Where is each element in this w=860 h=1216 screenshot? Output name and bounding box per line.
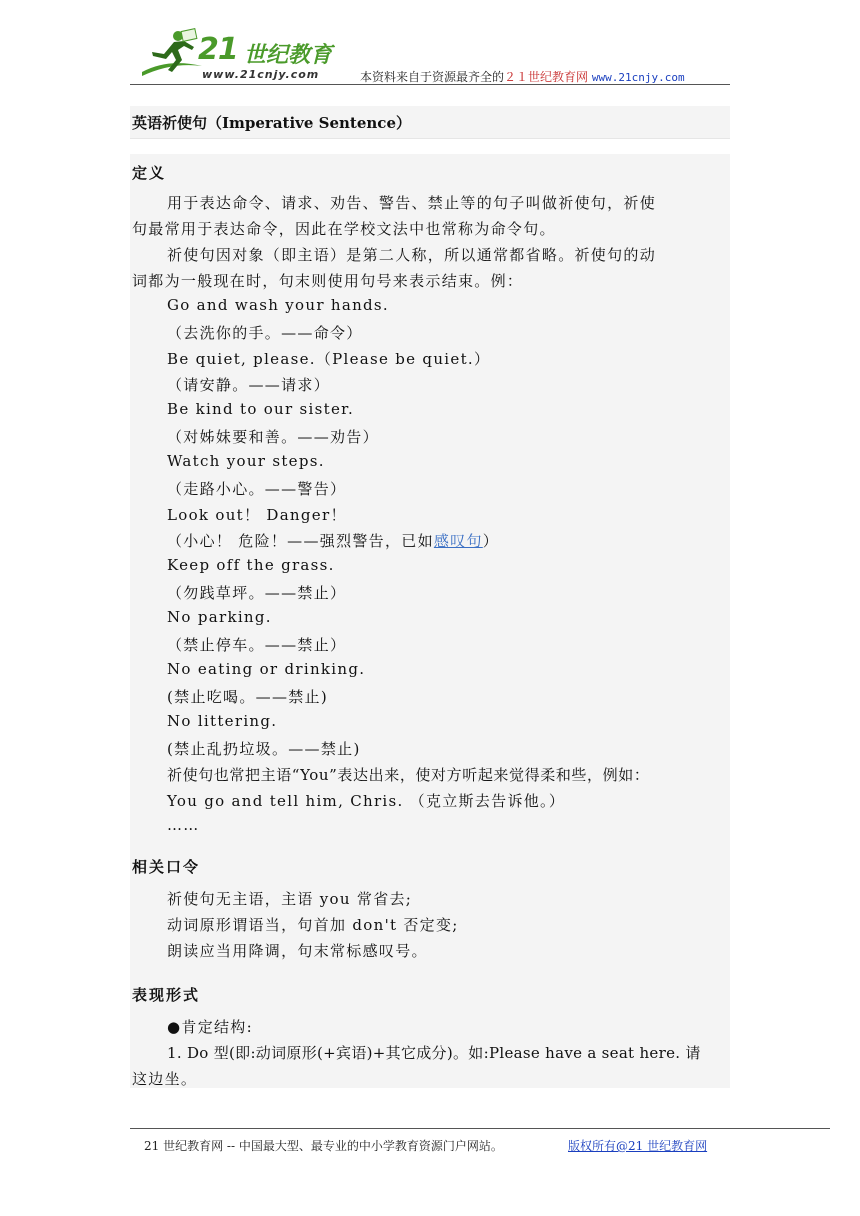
example-translation: (禁止乱扔垃圾。——禁止) [167, 740, 361, 758]
header-note-site-name: ２１世纪教育网 [504, 70, 589, 84]
page-header [130, 22, 730, 86]
mnemonic-line: 动词原形谓语当，句首加 don't 否定变; [167, 916, 459, 934]
example-sentence: No eating or drinking. [167, 660, 366, 678]
example-sentence: You go and tell him, Chris. （克立斯去告诉他。） [167, 792, 566, 810]
example-translation: （走路小心。——警告） [167, 480, 347, 498]
paragraph-line: 句最常用于表达命令，因此在学校文法中也常称为命令句。 [132, 220, 556, 238]
section-heading-definition: 定义 [132, 164, 167, 182]
paragraph-line: 词都为一般现在时，句末则使用句号来表示结束。例： [132, 272, 524, 290]
paragraph-line: 祈使句也常把主语“You”表达出来，使对方听起来觉得柔和些，例如： [167, 766, 650, 784]
header-note-prefix: 本资料来自于资源最齐全的 [360, 70, 505, 84]
example-translation: （禁止停车。——禁止） [167, 636, 347, 654]
example-sentence: Be quiet, please.（Please be quiet.） [167, 350, 491, 368]
example-sentence: Keep off the grass. [167, 556, 335, 574]
forms-line: 1. Do 型(即:动词原形(+宾语)+其它成分)。如:Please have a seat here. 请 [167, 1044, 701, 1062]
section-heading-mnemonic: 相关口令 [132, 858, 201, 876]
exclamatory-sentence-link[interactable]: 感叹句 [433, 532, 483, 550]
logo-brand-text: 世纪教育 [244, 43, 333, 68]
example-translation: (禁止吃喝。——禁止) [167, 688, 329, 706]
example-translation: （请安静。——请求） [167, 376, 331, 394]
footer-copyright-link[interactable]: 版权所有@21 世纪教育网 [568, 1139, 708, 1153]
page-title: 英语祈使句（Imperative Sentence） [132, 114, 411, 132]
mnemonic-line: 祈使句无主语，主语 you 常省去; [167, 890, 413, 908]
footer-text: 21 世纪教育网 -- 中国最大型、最专业的中小学教育资源门户网站。 [144, 1139, 503, 1153]
example-sentence: No parking. [167, 608, 272, 626]
example-sentence: Be kind to our sister. [167, 400, 355, 418]
header-note-url-link[interactable]: www.21cnjy.com [591, 71, 685, 84]
example-translation: （勿践草坪。——禁止） [167, 584, 347, 602]
example-sentence: Watch your steps. [167, 452, 325, 470]
logo-number: 21 [198, 32, 238, 67]
paragraph-line: 祈使句因对象（即主语）是第二人称，所以通常都省略。祈使句的动 [167, 246, 657, 264]
closing-paren: ） [482, 532, 500, 550]
example-sentence: Look out！ Danger！ [167, 506, 347, 524]
mnemonic-line: 朗读应当用降调，句末常标感叹号。 [167, 942, 428, 960]
header-divider [130, 84, 730, 85]
logo-url: www.21cnjy.com [202, 68, 320, 81]
paragraph-line: 用于表达命令、请求、劝告、警告、禁止等的句子叫做祈使句，祈使 [167, 194, 657, 212]
article-body [130, 154, 730, 1088]
footer-divider [130, 1128, 830, 1129]
example-translation [167, 530, 499, 551]
title-band [130, 106, 730, 139]
example-translation: （对姊妹要和善。——劝告） [167, 428, 379, 446]
example-sentence: Go and wash your hands. [167, 296, 389, 314]
example-translation-text: （小心！ 危险！——强烈警告，已如 [167, 532, 434, 550]
forms-line: 这边坐。 [132, 1070, 198, 1088]
site-logo [138, 28, 338, 80]
header-source-note [360, 68, 685, 85]
example-translation: （去洗你的手。——命令） [167, 324, 363, 342]
section-heading-forms: 表现形式 [132, 986, 201, 1004]
forms-line: ●肯定结构: [167, 1018, 253, 1036]
ellipsis: …… [167, 816, 200, 834]
example-sentence: No littering. [167, 712, 278, 730]
